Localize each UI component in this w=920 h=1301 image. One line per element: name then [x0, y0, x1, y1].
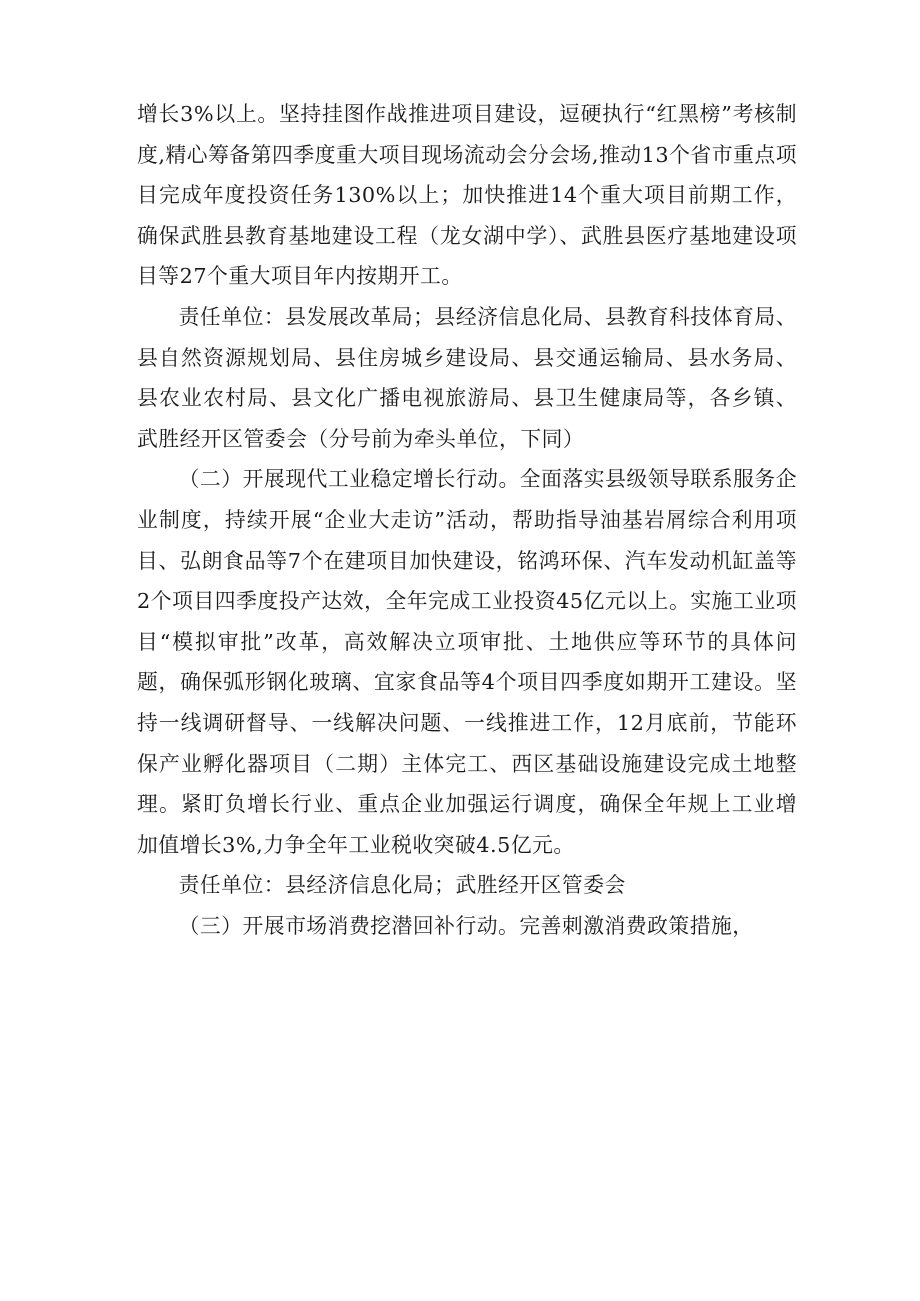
paragraph-project-construction: 增长3%以上。坚持挂图作战推进项目建设，逗硬执行“红黑榜”考核制度,精心筹备第四季度重大项目现场流动会分会场,推动13个省市重点项目完成年度投资任务130%以上；加快推进14个重大项目前期工作，确保武胜县教育基地建设工程（龙女湖中学）、武胜县医疗基地建设项目等27个重大项目年内按期开工。 [137, 102, 797, 289]
document-body [137, 94, 797, 946]
paragraph-industry-growth-action: （二）开展现代工业稳定增长行动。全面落实县级领导联系服务企业制度，持续开展“企业大走访”活动，帮助指导油基岩屑综合利用项目、弘朗食品等7个在建项目加快建设，铭鸿环保、汽车发动机缸盖等2个项目四季度投产达效，全年完成工业投资45亿元以上。实施工业项目“模拟审批”改革，高效解决立项审批、土地供应等环节的具体问题，确保弧形钢化玻璃、宜家食品等4个项目四季度如期开工建设。坚持一线调研督导、一线解决问题、一线推进工作，12月底前，节能环保产业孵化器项目（二期）主体完工、西区基础设施建设完成土地整理。紧盯负增长行业、重点企业加强运行调度，确保全年规上工业增加值增长3%,力争全年工业税收突破4.5亿元。 [137, 467, 797, 857]
paragraph-responsible-units-2: 责任单位：县经济信息化局；武胜经开区管委会 [178, 873, 626, 898]
paragraph-consumption-action: （三）开展市场消费挖潜回补行动。完善刺激消费政策措施， [178, 913, 754, 938]
paragraph-responsible-units-1: 责任单位：县发展改革局；县经济信息化局、县教育科技体育局、县自然资源规划局、县住房城乡建设局、县交通运输局、县水务局、县农业农村局、县文化广播电视旅游局、县卫生健康局等，各乡镇、武胜经开区管委会（分号前为牵头单位，下同） [137, 304, 797, 451]
